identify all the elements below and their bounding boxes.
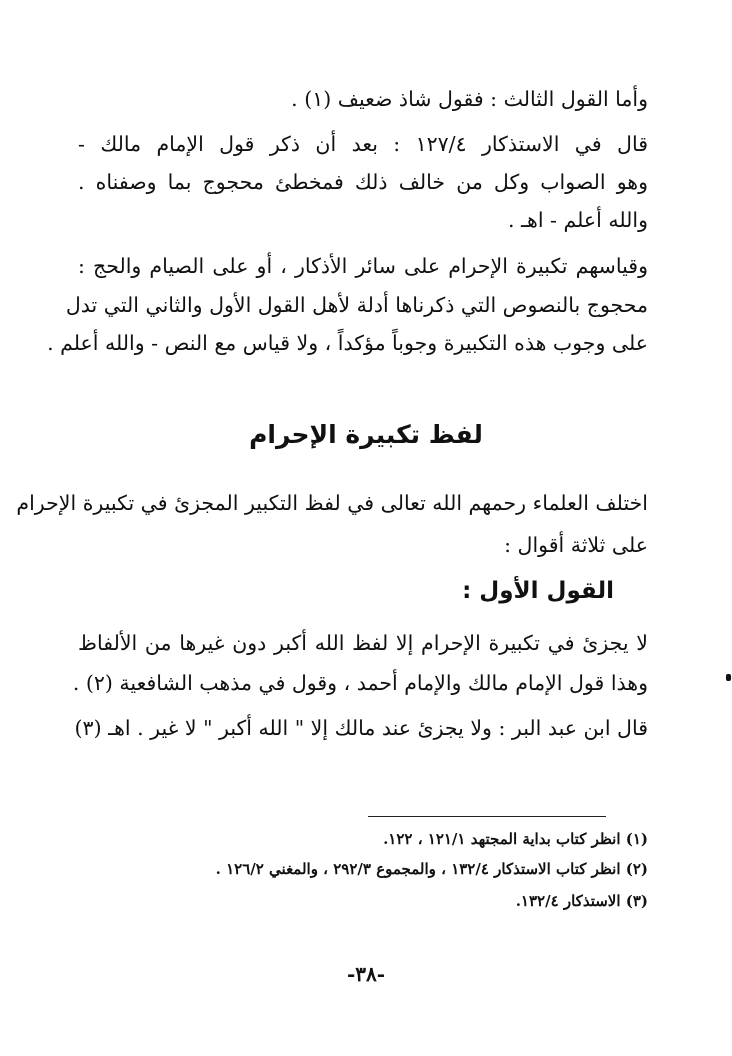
paragraph-line: قال ابن عبد البر : ولا يجزئ عند مالك إلا " الله أكبر " لا غير . اهـ (٣): [74, 716, 648, 740]
paragraph-line: لا يجزئ في تكبيرة الإحرام إلا لفظ الله أكبر دون غيرها من الألفاظ: [78, 631, 648, 655]
paragraph-line: وهذا قول الإمام مالك والإمام أحمد ، وقول في مذهب الشافعية (٢) .: [72, 671, 648, 695]
paragraph-line: قال في الاستذكار ١٢٧/٤ : بعد أن ذكر قول الإمام مالك -: [78, 132, 648, 156]
paragraph-line: على ثلاثة أقوال :: [504, 533, 648, 557]
paragraph-line: محجوج بالنصوص التي ذكرناها أدلة لأهل القول الأول والثاني التي تدل: [65, 293, 648, 317]
section-heading: لفظ تكبيرة الإحرام: [249, 420, 483, 449]
footnote: (١) انظر كتاب بداية المجتهد ١٢١/١ ، ١٢٢.: [383, 830, 648, 848]
paragraph-line: اختلف العلماء رحمهم الله تعالى في لفظ التكبير المجزئ في تكبيرة الإحرام: [16, 491, 648, 515]
footnote-separator: [368, 816, 606, 817]
paragraph-line: وأما القول الثالث : فقول شاذ ضعيف (١) .: [291, 87, 648, 111]
paragraph-line: وقياسهم تكبيرة الإحرام على سائر الأذكار ، أو على الصيام والحج :: [78, 254, 648, 278]
paragraph-line: والله أعلم - اهـ .: [508, 208, 648, 232]
footnote: (٢) انظر كتاب الاستذكار ١٣٢/٤ ، والمجموع ٢٩٢/٣ ، والمغني ١٢٦/٢ .: [215, 860, 648, 878]
footnote: (٣) الاستذكار ١٣٢/٤.: [515, 892, 648, 910]
paragraph-line: على وجوب هذه التكبيرة وجوباً مؤكداً ، ولا قياس مع النص - والله أعلم .: [47, 331, 648, 355]
subheading: القول الأول :: [462, 578, 614, 604]
scan-mark: [726, 674, 731, 681]
page-number: -٣٨-: [346, 962, 386, 986]
paragraph-line: وهو الصواب وكل من خالف ذلك فمخطئ محجوج بما وصفناه .: [78, 170, 648, 194]
